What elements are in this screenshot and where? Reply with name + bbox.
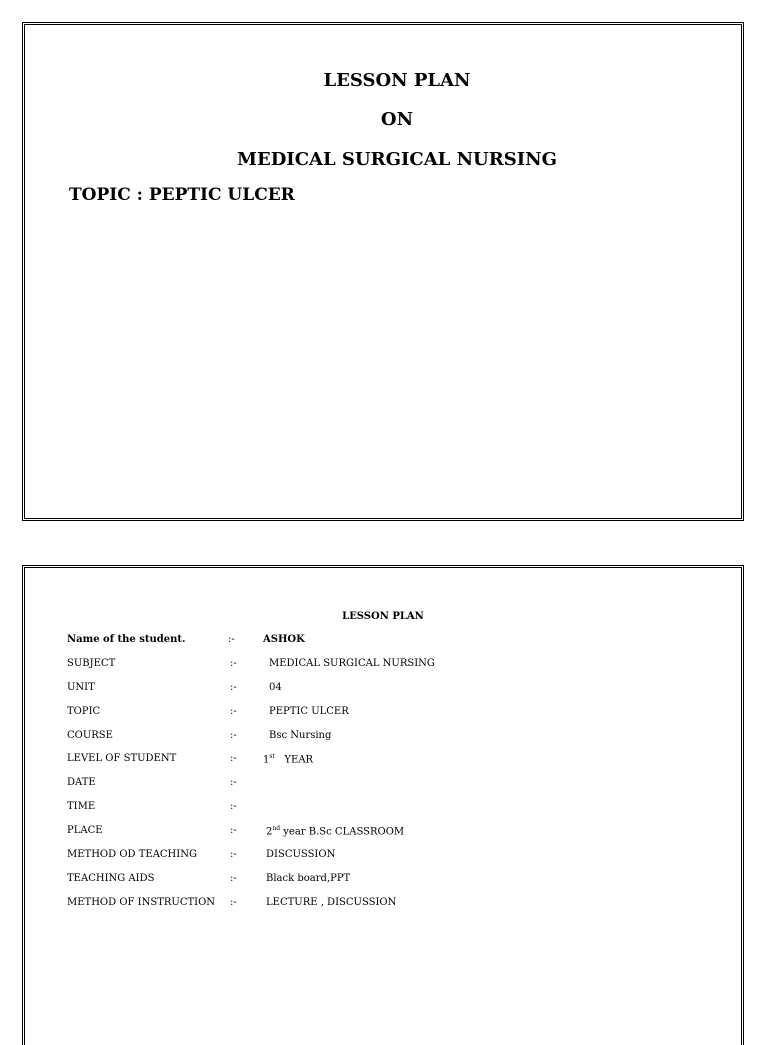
cover-page [22, 22, 744, 521]
detail-separator: :- [230, 777, 237, 789]
detail-value [263, 753, 313, 765]
cover-title-line-3: MEDICAL SURGICAL NURSING [237, 149, 557, 170]
cover-title-line-1: LESSON PLAN [323, 70, 471, 91]
detail-label: DATE [67, 777, 96, 789]
detail-separator: :- [230, 849, 237, 861]
detail-separator: :- [230, 729, 237, 741]
detail-value: PEPTIC ULCER [269, 705, 349, 717]
detail-separator: :- [230, 753, 237, 765]
detail-value-text: year B.Sc CLASSROOM [283, 826, 405, 838]
detail-label: LEVEL OF STUDENT [67, 753, 177, 765]
detail-value [266, 825, 404, 837]
detail-label: TIME [67, 801, 96, 813]
detail-label: PLACE [67, 825, 103, 837]
detail-label: METHOD OF INSTRUCTION [67, 896, 216, 908]
detail-value: ASHOK [263, 634, 305, 645]
detail-value-number: 1 [263, 754, 270, 766]
detail-separator: :- [230, 705, 237, 717]
detail-value-suffix: nd [272, 825, 281, 833]
detail-value: 04 [269, 681, 282, 693]
detail-value: LECTURE , DISCUSSION [266, 896, 397, 908]
detail-value-suffix: st [269, 753, 275, 761]
detail-value: DISCUSSION [266, 849, 336, 861]
detail-separator: :- [230, 825, 237, 837]
details-page [22, 565, 744, 1045]
detail-value: MEDICAL SURGICAL NURSING [269, 657, 435, 669]
cover-topic: TOPIC : PEPTIC ULCER [69, 185, 295, 205]
detail-separator: :- [230, 681, 237, 693]
detail-separator: :- [230, 801, 237, 813]
detail-label: Name of the student. [67, 634, 186, 645]
detail-label: SUBJECT [67, 657, 116, 669]
detail-value-number: 2 [266, 826, 273, 838]
detail-value-text: YEAR [284, 754, 314, 766]
detail-label: COURSE [67, 729, 113, 741]
detail-label: UNIT [67, 681, 95, 693]
detail-value: Black board,PPT [266, 872, 351, 884]
detail-separator: :- [230, 896, 237, 908]
detail-separator: :- [228, 634, 235, 645]
cover-title-line-2: ON [380, 109, 414, 130]
details-heading: LESSON PLAN [342, 611, 424, 622]
detail-separator: :- [230, 872, 237, 884]
detail-value: Bsc Nursing [269, 729, 332, 741]
detail-label: TOPIC [67, 705, 101, 717]
detail-label: METHOD OD TEACHING [67, 849, 197, 861]
detail-separator: :- [230, 657, 237, 669]
detail-label: TEACHING AIDS [67, 872, 155, 884]
